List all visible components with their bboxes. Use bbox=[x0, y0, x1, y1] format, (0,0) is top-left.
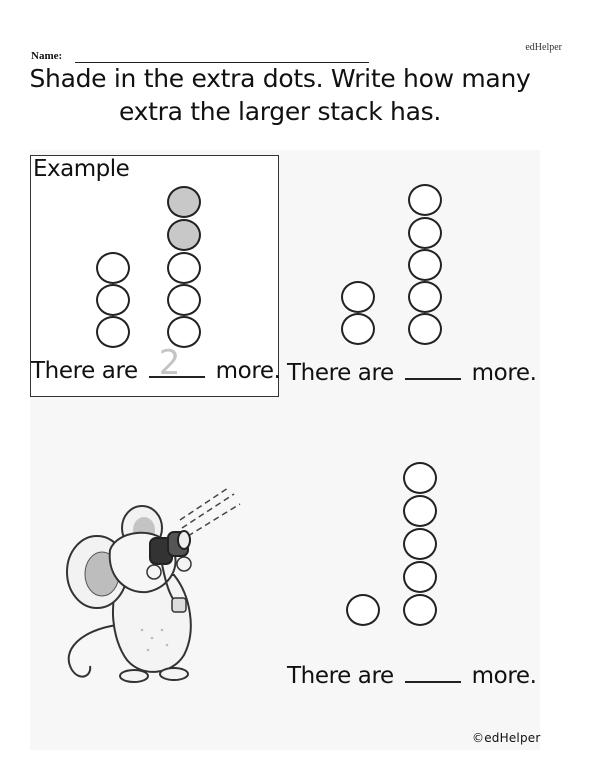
dot[interactable] bbox=[408, 217, 442, 249]
dot[interactable] bbox=[403, 594, 437, 626]
instructions-line-1: Shade in the extra dots. Write how many bbox=[29, 64, 531, 93]
dot[interactable] bbox=[403, 495, 437, 527]
dot bbox=[167, 284, 201, 316]
instructions bbox=[20, 62, 540, 128]
shaded-dot bbox=[167, 219, 201, 251]
dot[interactable] bbox=[341, 313, 375, 345]
sentence-end: more. bbox=[471, 360, 537, 386]
name-label: Name: bbox=[31, 50, 63, 62]
dot[interactable] bbox=[408, 281, 442, 313]
sentence-end: more. bbox=[471, 663, 537, 689]
example-sentence bbox=[31, 343, 281, 384]
dot[interactable] bbox=[403, 561, 437, 593]
dot[interactable] bbox=[408, 313, 442, 345]
sentence-start: There are bbox=[287, 663, 394, 689]
mouse-with-binoculars-icon bbox=[62, 480, 247, 695]
dot[interactable] bbox=[408, 249, 442, 281]
dot bbox=[167, 252, 201, 284]
dot[interactable] bbox=[346, 594, 380, 626]
instructions-line-2: extra the larger stack has. bbox=[119, 97, 441, 126]
copyright: ©edHelper bbox=[472, 731, 541, 745]
answer-blank bbox=[149, 343, 205, 383]
example-label: Example bbox=[33, 156, 130, 182]
problem-1-sentence bbox=[287, 360, 537, 386]
dot[interactable] bbox=[403, 462, 437, 494]
sentence-start: There are bbox=[31, 358, 138, 384]
answer-blank[interactable] bbox=[405, 663, 461, 683]
dot bbox=[96, 284, 130, 316]
brand-label: edHelper bbox=[525, 42, 562, 53]
dot bbox=[96, 316, 130, 348]
sentence-start: There are bbox=[287, 360, 394, 386]
dot[interactable] bbox=[341, 281, 375, 313]
sentence-end: more. bbox=[215, 358, 281, 384]
answer-blank[interactable] bbox=[405, 360, 461, 380]
problem-2-sentence bbox=[287, 663, 537, 689]
shaded-dot bbox=[167, 186, 201, 218]
dot[interactable] bbox=[403, 528, 437, 560]
dot[interactable] bbox=[408, 184, 442, 216]
example-answer: 2 bbox=[158, 343, 180, 383]
dot bbox=[96, 252, 130, 284]
